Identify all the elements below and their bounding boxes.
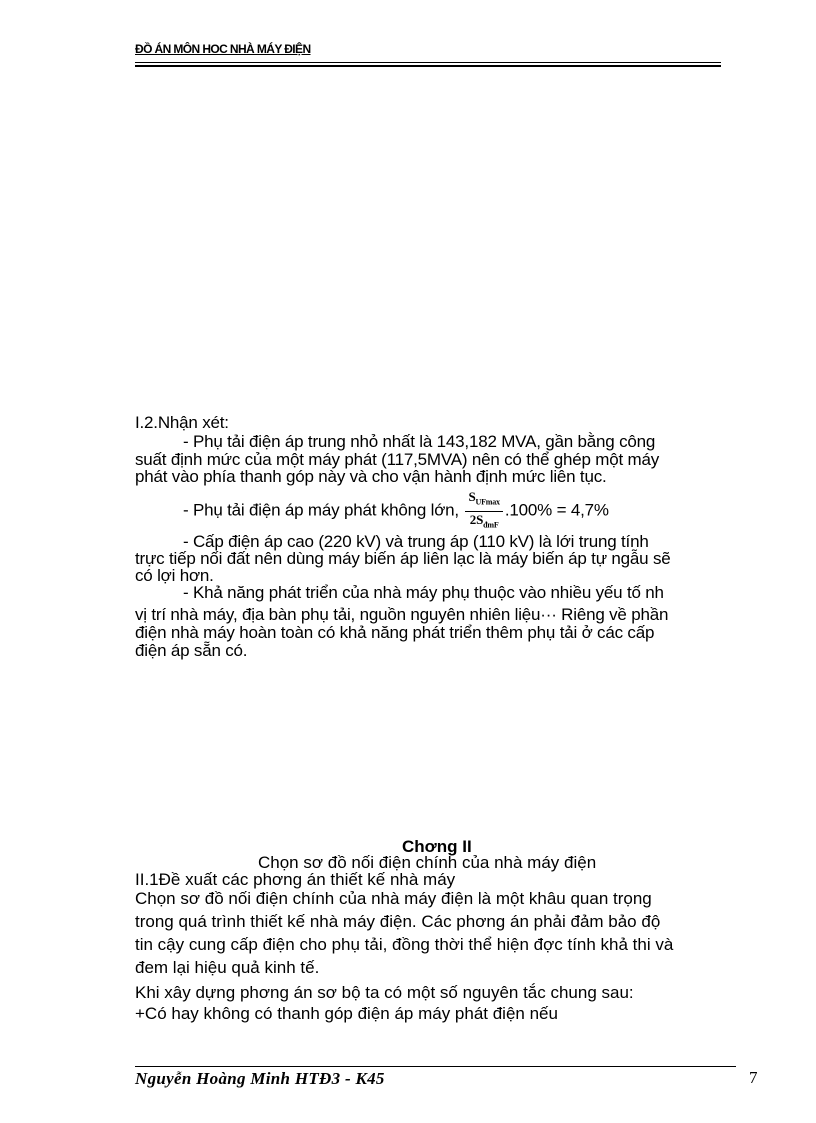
remarks-p3-line1: - Cấp điện áp cao (220 kV) và trung áp (110 kV) là lới trung tính [183,532,649,551]
remarks-p2-suffix: .100% = 4,7% [504,500,609,520]
remarks-p4-line3: điện nhà máy hoàn toàn có khả năng phát triển thêm phụ tải ở các cấp [135,623,655,642]
chapter-p1-line4: đem lại hiệu quả kinh tế. [135,958,320,977]
header-rule-top [135,62,721,63]
page-number: 7 [749,1068,758,1087]
remarks-p4-line4: điện áp sẵn có. [135,641,248,660]
footer-rule [135,1066,736,1067]
chapter-p1-line2: trong quá trình thiết kế nhà máy điện. Các phơng án phải đảm bảo độ [135,912,661,931]
remarks-p4-line1: - Khả năng phát triển của nhà máy phụ thuộc vào nhiều yếu tố nh [183,583,664,602]
remarks-p3-line2: trực tiếp nối đất nên dùng máy biến áp liên lạc là máy biến áp tự ngẫu sẽ [135,549,671,568]
chapter-p2: Khi xây dựng phơng án sơ bộ ta có một số nguyên tắc chung sau: [135,983,634,1002]
section-heading: II.1Đề xuất các phơng án thiết kế nhà máy [135,870,456,889]
formula-denominator: 2S [469,511,484,527]
chapter-title: Chơng II [402,837,472,856]
remarks-p2-line [183,490,609,532]
remarks-p3-line3: có lợi hơn. [135,566,214,585]
remarks-heading: I.2.Nhận xét: [135,413,229,432]
ratio-formula [465,490,502,532]
remarks-p1-line1: - Phụ tải điện áp trung nhỏ nhất là 143,182 MVA, gần bằng công [183,432,656,451]
chapter-subtitle: Chọn sơ đồ nối điện chính của nhà máy điện [258,853,597,872]
chapter-p3: +Có hay không có thanh góp điện áp máy phát điện nếu [135,1004,558,1023]
formula-numerator-sub: UFmax [475,497,500,507]
header-title: ĐỒ ÁN MÔN HOC NHÀ MÁY ĐIỆN [135,42,311,56]
chapter-p1-line3: tin cậy cung cấp điện cho phụ tải, đồng thời thể hiện đợc tính khả thi và [135,935,674,954]
remarks-p2-prefix: - Phụ tải điện áp máy phát không lớn, [183,500,459,520]
header-rule-bottom [135,65,721,67]
remarks-p1-line3: phát vào phía thanh góp này và cho vận hành định mức liên tục. [135,467,607,486]
formula-denominator-sub: đmF [483,520,499,530]
footer-signature: Nguyễn Hoàng Minh HTĐ3 - K45 [135,1069,385,1088]
formula-numerator: S [468,489,476,504]
remarks-p4-line2: vị trí nhà máy, địa bàn phụ tải, nguồn nguyên nhiên liệu··· Riêng về phần [135,605,669,624]
chapter-p1-line1: Chọn sơ đồ nối điện chính của nhà máy điện là một khâu quan trọng [135,889,652,908]
remarks-p1-line2: suất định mức của một máy phát (117,5MVA) nên có thể ghép một máy [135,450,660,469]
